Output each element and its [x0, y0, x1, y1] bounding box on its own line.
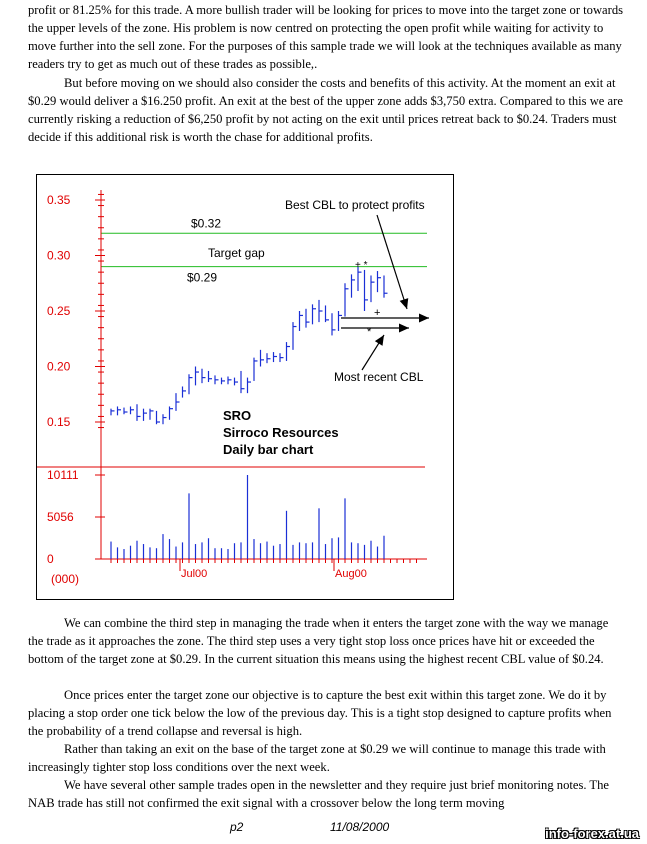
star-marker: * — [367, 326, 372, 338]
recent-cbl-label: Most recent CBL — [334, 370, 424, 384]
month-label: Jul00 — [181, 568, 208, 580]
target-bottom-label: $0.29 — [187, 270, 218, 285]
page-number: p2 — [230, 820, 244, 834]
chart-desc: Daily bar chart — [223, 442, 314, 457]
cbl-line-upper-head — [419, 314, 429, 323]
price-tick-label: 0.15 — [47, 415, 71, 429]
price-tick-label: 0.20 — [47, 359, 71, 374]
best-cbl-pointer — [377, 215, 407, 309]
best-cbl-label: Best CBL to protect profits — [285, 198, 425, 212]
stock-code: SRO — [223, 408, 252, 423]
paragraph-5: Rather than taking an exit on the base of the target zone at $0.29 we will continue to manage this trade with increasingly tighter stop loss conditions over the next week. — [28, 742, 606, 774]
paragraph-6: We have several other sample trades open in the newsletter and they require just brief monitoring notes. The NAB trade has still not confirmed the exit signal with a crossover below the long term moving — [28, 778, 610, 810]
cbl-line-lower-head — [399, 324, 409, 333]
price-tick-label: 0.30 — [47, 248, 71, 263]
recent-cbl-pointer-head — [375, 335, 384, 346]
annotations — [187, 198, 429, 457]
month-label: Aug00 — [335, 568, 367, 580]
plus-marker: + — [374, 307, 381, 319]
plus-star-marker: + * — [355, 260, 368, 271]
volume-tick-label: 0 — [47, 552, 54, 566]
volume-bars — [111, 475, 384, 559]
volume-tick-label: 5056 — [47, 510, 74, 524]
paragraph-3: We can combine the third step in managing the trade when it enters the target zone with the way we manage the trade as it approaches the zone. The third step uses a very tight stop loss once prices have hit or exceeded the bottom of the target zone at $0.29. In the current situation this means using the highest recent CBL value of $0.24. — [28, 616, 609, 666]
best-cbl-pointer-head — [400, 298, 409, 309]
volume-unit-label: (000) — [51, 572, 80, 586]
sro-price-chart — [36, 174, 454, 600]
paragraph-4: Once prices enter the target zone our objective is to capture the best exit within this target zone. We do it by placing a stop order one tick below the low of the previous day. This is a tight stop designed to capture profits when the probability of a trend collapse and reversal is high. — [28, 688, 612, 738]
watermark: info-forex.at.ua — [545, 826, 639, 841]
volume-tick-label: 10111 — [47, 468, 79, 482]
stock-name: Sirroco Resources — [223, 425, 339, 440]
chart-canvas — [37, 175, 453, 599]
price-tick-label: 0.25 — [47, 304, 71, 318]
paragraph-1: profit or 81.25% for this trade. A more bullish trader will be looking for prices to move into the target zone or towards the upper levels of the zone. His problem is now centred on protecting the open profit while waiting for activity to move further into the sell zone. For the purposes of this sample trade we will look at the techniques available as many readers try to get as much out of these trades as possible,. — [28, 3, 624, 71]
price-tick-label: 0.35 — [47, 193, 71, 207]
target-gap-label: Target gap — [208, 246, 265, 260]
footer-date: 11/08/2000 — [330, 820, 390, 834]
price-bars — [111, 267, 388, 425]
paragraph-2: But before moving on we should also consider the costs and benefits of this activity. At the moment an exit at $0.29 would deliver a $16.250 profit. An exit at the best of the upper zone adds $3,750 extra. Compared to this we are currently risking a reduction of $6,250 profit by not acting on the exit until prices retreat back to $0.24. Traders must decide if this additional risk is worth the chase for additional profits. — [28, 76, 623, 144]
target-top-label: $0.32 — [191, 216, 222, 231]
